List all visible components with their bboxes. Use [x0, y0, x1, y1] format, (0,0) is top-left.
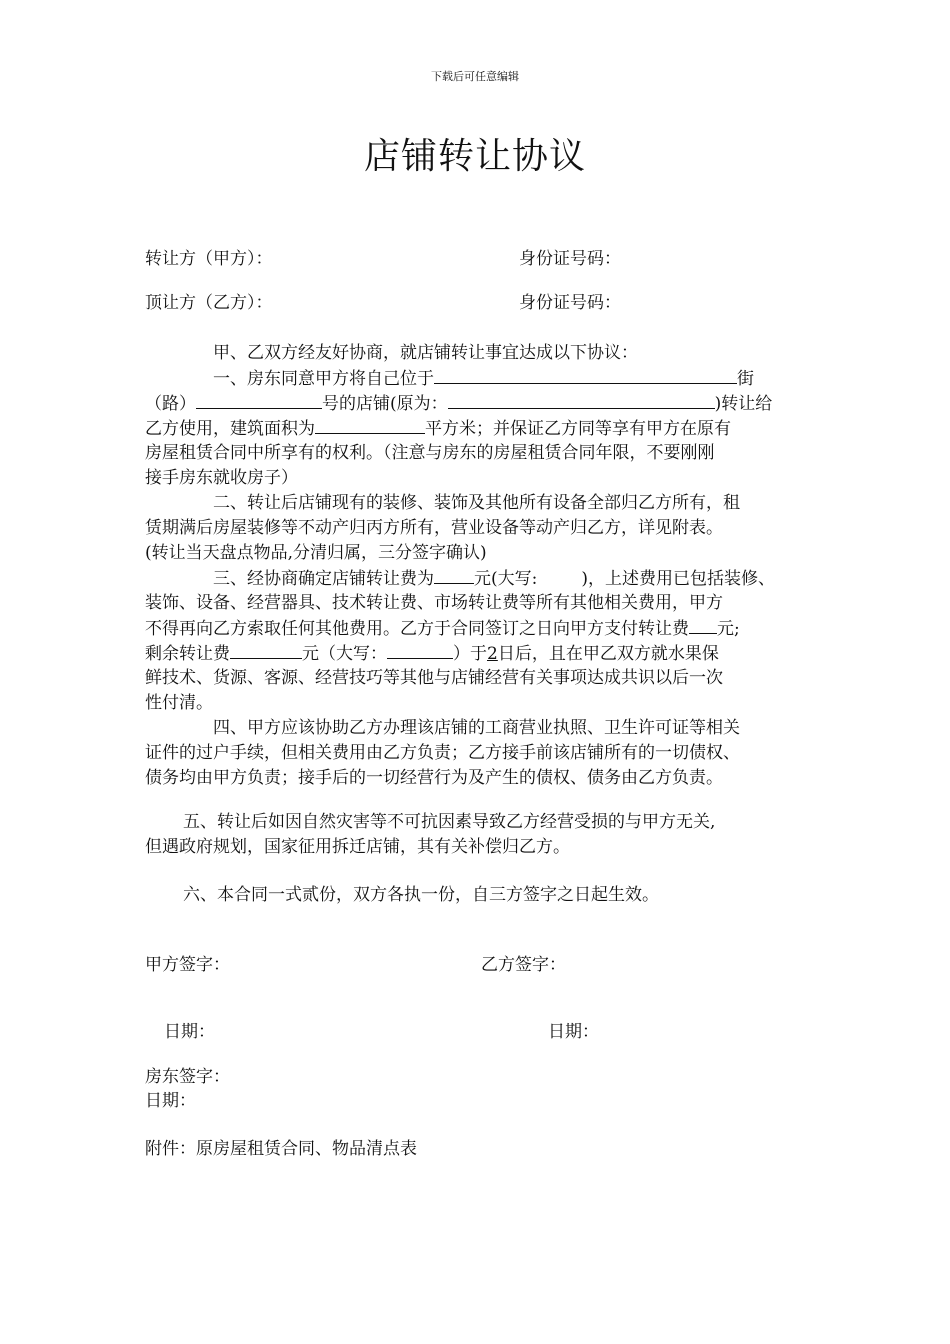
party-a-sign-label: 甲方签字： — [145, 955, 230, 975]
document-title: 店铺转让协议 — [363, 136, 586, 177]
clause1-line2 — [145, 391, 820, 415]
transferee-label: 顶让方（乙方）： — [145, 293, 273, 313]
area-blank — [315, 416, 425, 434]
clause1-line1 — [213, 366, 820, 390]
clause1-text-f: 乙方使用，建筑面积为 — [145, 419, 315, 439]
party-b-sign-label: 乙方签字： — [481, 955, 566, 975]
clause3-text-i: 日后，且在甲乙双方就水果保 — [497, 644, 719, 664]
clause1-text-e: )转让给 — [714, 394, 773, 414]
clause3-text-h: ）于 — [453, 644, 487, 664]
party-b-date-label: 日期： — [548, 1022, 599, 1042]
clause3-line5: 鲜技术、货源、客源、经营技巧等其他与店铺经营有关事项达成共识以后一次 — [145, 668, 723, 688]
attachment-note: 附件：原房屋租赁合同、物品清点表 — [145, 1139, 417, 1159]
transferor-label: 转让方（甲方）： — [145, 249, 273, 269]
clause1-line5: 接手房东就收房子） — [145, 468, 298, 488]
landlord-date-label: 日期： — [145, 1091, 196, 1111]
clause1-text-b: 街 — [737, 369, 754, 389]
clause3-text-f: 剩余转让费 — [145, 644, 230, 664]
party-a-date-label: 日期： — [164, 1022, 215, 1042]
intro-paragraph: 甲、乙双方经友好协商，就店铺转让事宜达成以下协议： — [213, 343, 638, 363]
clause5-line1: 五、转让后如因自然灾害等不可抗因素导致乙方经营受损的与甲方无关, — [183, 812, 716, 832]
clause3-line3 — [145, 616, 820, 640]
clause3-line6: 性付清。 — [145, 693, 213, 713]
landlord-sign-label: 房东签字： — [145, 1067, 230, 1087]
clause2-line3: (转让当天盘点物品,分清归属，三分签字确认) — [145, 543, 487, 563]
clause3-text-g: 元（大写： — [302, 644, 387, 664]
down-payment-blank — [689, 616, 717, 634]
clause3-text-b: 元(大写: — [474, 569, 538, 589]
clause2-line1: 二、转让后店铺现有的装修、装饰及其他所有设备全部归乙方所有，租 — [213, 493, 740, 513]
clause1-text-a: 一、房东同意甲方将自己位于 — [213, 369, 434, 389]
clause3-line4 — [145, 641, 820, 665]
clause3-text-c: )，上述费用已包括装修、 — [581, 569, 776, 589]
remaining-words-blank — [387, 641, 453, 659]
remaining-fee-blank — [230, 641, 302, 659]
clause5-line2: 但遇政府规划，国家征用拆迁店铺，其有关补偿归乙方。 — [145, 837, 570, 857]
clause3-line1 — [213, 566, 820, 590]
clause3-text-d: 不得再向乙方索取任何其他费用。乙方于合同签订之日向甲方支付转让费 — [145, 619, 689, 639]
street-blank — [434, 366, 737, 384]
clause6: 六、本合同一式贰份，双方各执一份，自三方签字之日起生效。 — [183, 885, 659, 905]
transferor-id-label: 身份证号码： — [519, 249, 621, 269]
clause4-line1: 四、甲方应该协助乙方办理该店铺的工商营业执照、卫生许可证等相关 — [213, 718, 740, 738]
clause1-text-d: 号的店铺(原为： — [322, 394, 448, 414]
clause3-line2: 装饰、设备、经营器具、技术转让费、市场转让费等所有其他相关费用，甲方 — [145, 593, 723, 613]
clause1-text-c: （路） — [145, 394, 196, 414]
clause2-line2: 赁期满后房屋装修等不动产归丙方所有，营业设备等动产归乙方，详见附表。 — [145, 518, 723, 538]
days-value: 2 — [487, 644, 498, 664]
clause3-text-a: 三、经协商确定店铺转让费为 — [213, 569, 434, 589]
header-note: 下载后可任意编辑 — [431, 70, 519, 83]
clause1-line4: 房屋租赁合同中所享有的权利。（注意与房东的房屋租赁合同年限，不要刚刚 — [145, 443, 715, 463]
clause1-text-g: 平方米；并保证乙方同等享有甲方在原有 — [425, 419, 731, 439]
original-use-blank — [448, 391, 715, 409]
clause4-line2: 证件的过户手续，但相关费用由乙方负责；乙方接手前该店铺所有的一切债权、 — [145, 743, 740, 763]
number-blank — [196, 391, 322, 409]
clause3-text-e: 元; — [717, 619, 740, 639]
fee-blank — [434, 566, 474, 584]
clause1-line3 — [145, 416, 820, 440]
transferee-id-label: 身份证号码： — [519, 293, 621, 313]
clause4-line3: 债务均由甲方负责；接手后的一切经营行为及产生的债权、债务由乙方负责。 — [145, 768, 723, 788]
